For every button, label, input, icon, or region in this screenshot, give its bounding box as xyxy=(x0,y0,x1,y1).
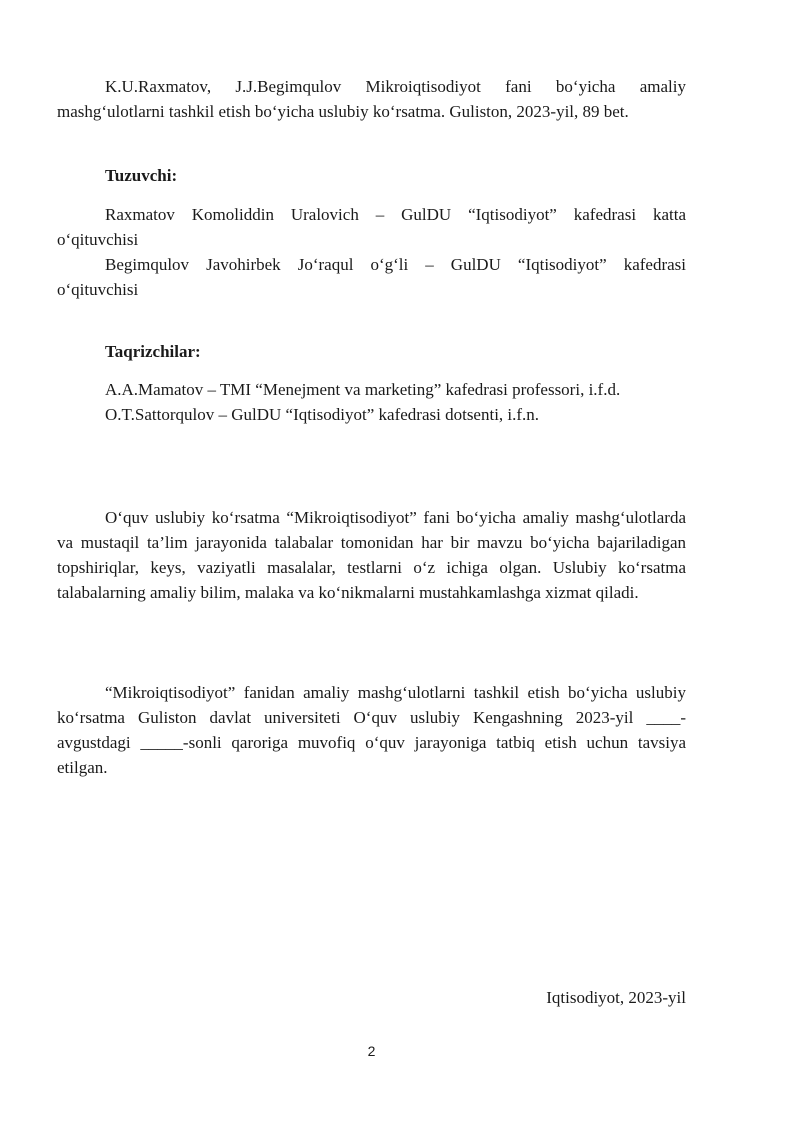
reviewers-heading: Taqrizchilar: xyxy=(105,342,201,361)
approval-block xyxy=(57,680,686,780)
compiler-1-line-2: o‘qituvchisi xyxy=(57,230,139,249)
page-number: 2 xyxy=(367,1043,376,1059)
citation-block xyxy=(57,74,686,124)
publisher-place-year: Iqtisodiyot, 2023-yil xyxy=(546,988,686,1007)
compiler-2-line-1: Begimqulov Javohirbek Jo‘raqul o‘g‘li – GulDU “Iqtisodiyot” kafedrasi xyxy=(105,255,686,274)
approval-paragraph: “Mikroiqtisodiyot” fanidan amaliy mashg‘ulotlarni tashkil etish bo‘yicha uslubiy ko‘rsatma Guliston davlat universiteti O‘quv uslubiy Kengashning 2023-yil ____-avgustdagi _____-sonli qaroriga muvofiq o‘quv jarayoniga tatbiq etish uchun tavsiya etilgan. xyxy=(57,683,686,777)
compilers-heading: Tuzuvchi: xyxy=(105,166,178,185)
compiler-2-line-2: o‘qituvchisi xyxy=(57,280,139,299)
reviewer-1: A.A.Mamatov – TMI “Menejment va marketing” kafedrasi professori, i.f.d. xyxy=(105,380,621,399)
description-paragraph: O‘quv uslubiy ko‘rsatma “Mikroiqtisodiyot” fani bo‘yicha amaliy mashg‘ulotlarda va mustaqil ta’lim jarayonida talabalar tomonidan har bir mavzu bo‘yicha bajariladigan topshiriqlar, keys, vaziyatli masalalar, testlarni o‘z ichiga olgan. Uslubiy ko‘rsatma talabalarning amaliy bilim, malaka va ko‘nikmalarni mustahkamlashga xizmat qiladi. xyxy=(57,508,686,602)
document-page xyxy=(57,0,686,1131)
citation-paragraph: K.U.Raxmatov, J.J.Begimqulov Mikroiqtisodiyot fani bo‘yicha amaliy mashg‘ulotlarni tashkil etish bo‘yicha uslubiy ko‘rsatma. Guliston, 2023-yil, 89 bet. xyxy=(57,77,686,121)
reviewer-2: O.T.Sattorqulov – GulDU “Iqtisodiyot” kafedrasi dotsenti, i.f.n. xyxy=(105,405,540,424)
reviewers-block xyxy=(57,377,686,427)
description-block xyxy=(57,505,686,605)
compiler-1-line-1: Raxmatov Komoliddin Uralovich – GulDU “Iqtisodiyot” kafedrasi katta xyxy=(105,205,686,224)
compilers-block xyxy=(57,202,686,302)
